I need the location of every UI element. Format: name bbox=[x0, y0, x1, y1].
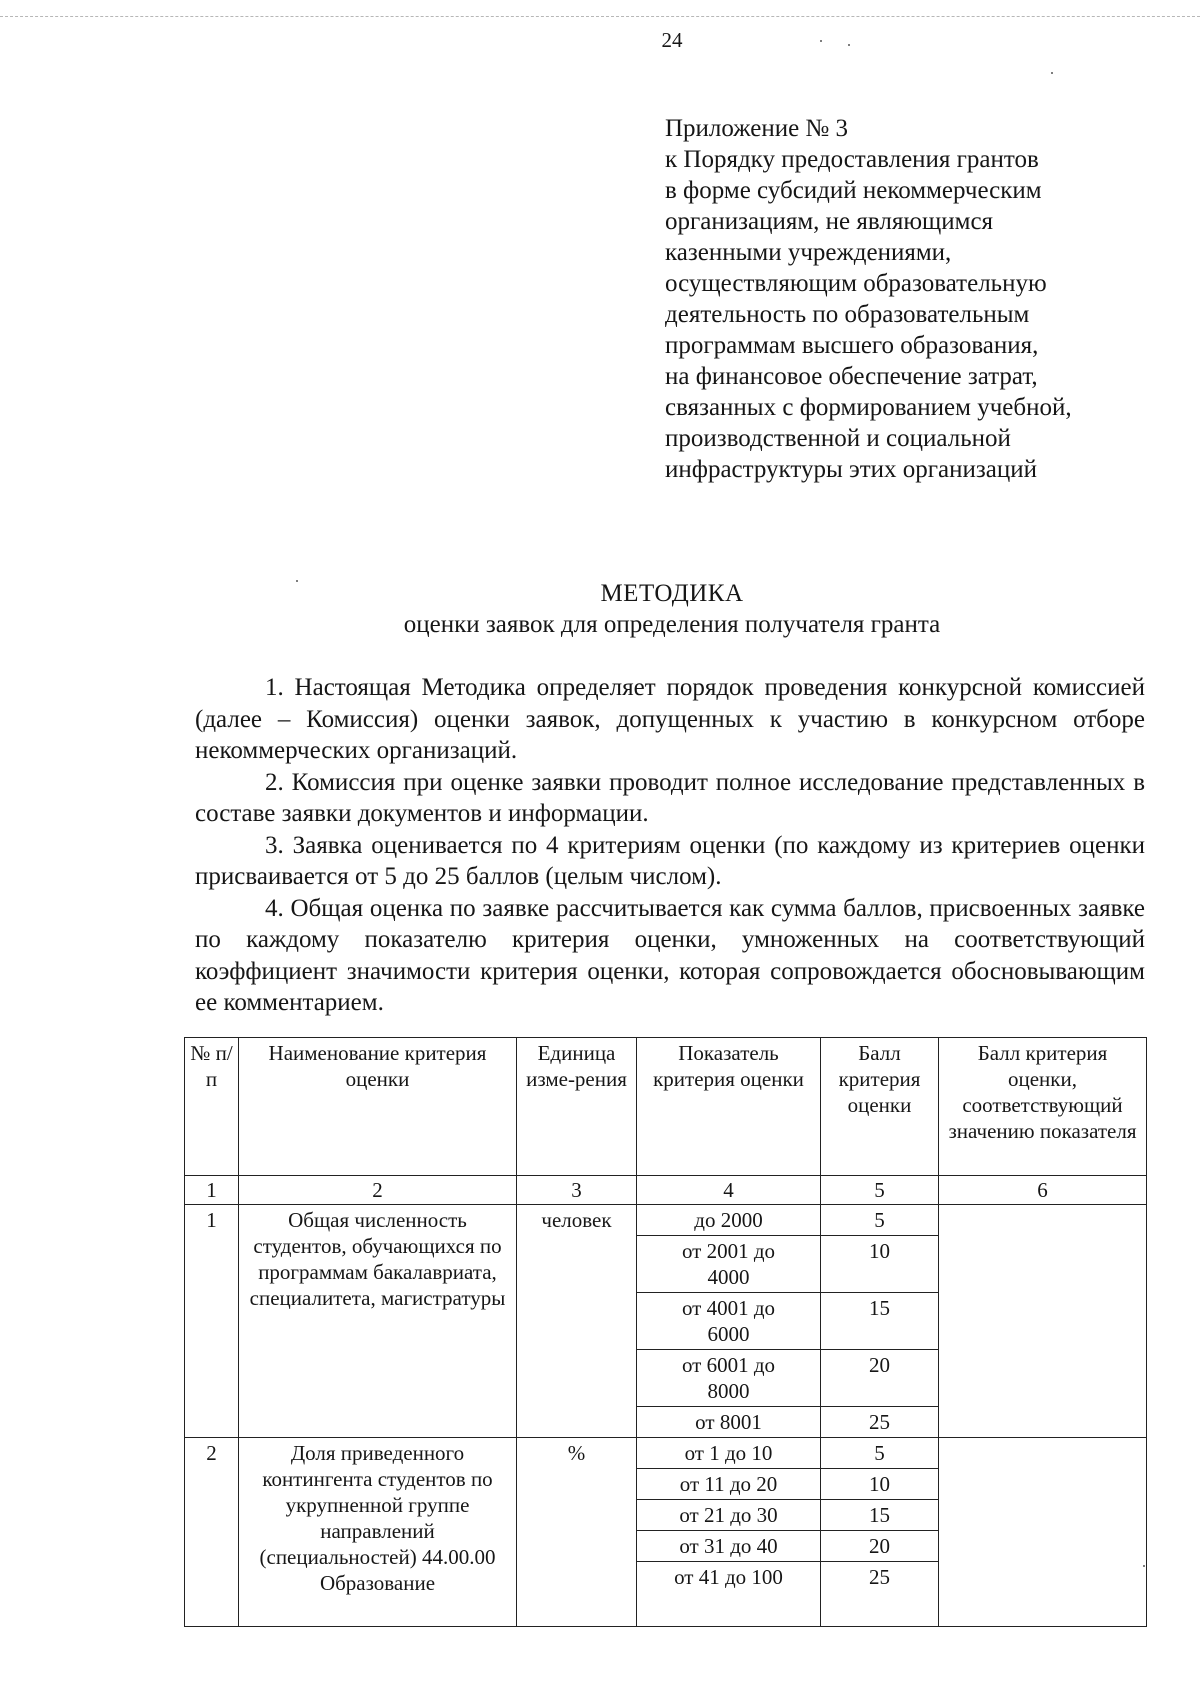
indicator-value: от 11 до 20 bbox=[637, 1469, 821, 1500]
paragraph-1: 1. Настоящая Методика определяет порядок проведения конкурсной комиссией (далее – Комиссия) оценки заявок, допущенных к участию в конкурсном отборе некоммерческих организаций. bbox=[195, 674, 1145, 764]
indicator-score: 5 bbox=[821, 1438, 939, 1469]
criterion-number: 1 bbox=[185, 1205, 239, 1438]
table-row bbox=[185, 1438, 1147, 1469]
criterion-number: 2 bbox=[185, 1438, 239, 1627]
header-cell: Показатель критерия оценки bbox=[637, 1038, 821, 1176]
appendix-line: инфраструктуры этих организаций bbox=[665, 456, 1038, 483]
column-number: 3 bbox=[517, 1176, 637, 1205]
appendix-line: осуществляющим образовательную bbox=[665, 270, 1047, 297]
appendix-line: на финансовое обеспечение затрат, bbox=[665, 363, 1038, 390]
criterion-unit: % bbox=[517, 1438, 637, 1627]
appendix-line: в форме субсидий некоммерческим bbox=[665, 177, 1042, 204]
criterion-name: Общая численность студентов, обучающихся по программам бакалавриата, специалитета, магистратуры bbox=[239, 1205, 517, 1438]
appendix-block bbox=[665, 113, 1185, 485]
criterion-score-cell bbox=[939, 1438, 1147, 1627]
column-number-row bbox=[185, 1176, 1147, 1205]
criteria-table bbox=[184, 1037, 1147, 1627]
column-number: 4 bbox=[637, 1176, 821, 1205]
column-number: 6 bbox=[939, 1176, 1147, 1205]
indicator-score: 10 bbox=[821, 1236, 939, 1293]
appendix-line: к Порядку предоставления грантов bbox=[665, 146, 1039, 173]
appendix-line: Приложение № 3 bbox=[665, 115, 849, 142]
scan-speck bbox=[1051, 72, 1053, 74]
indicator-value: от 2001 до 4000 bbox=[637, 1236, 821, 1293]
scan-edge-line bbox=[0, 16, 1200, 19]
body-text bbox=[195, 672, 1145, 1019]
appendix-line: производственной и социальной bbox=[665, 425, 1011, 452]
appendix-line: казенными учреждениями, bbox=[665, 239, 952, 266]
indicator-value: от 6001 до 8000 bbox=[637, 1350, 821, 1407]
criterion-score-cell bbox=[939, 1205, 1147, 1438]
criterion-unit: человек bbox=[517, 1205, 637, 1438]
indicator-value: до 2000 bbox=[637, 1205, 821, 1236]
indicator-score: 15 bbox=[821, 1500, 939, 1531]
indicator-value: от 1 до 10 bbox=[637, 1438, 821, 1469]
table-row bbox=[185, 1205, 1147, 1236]
header-cell: Единица изме-рения bbox=[517, 1038, 637, 1176]
indicator-score: 10 bbox=[821, 1469, 939, 1500]
header-cell: Балл критерия оценки, соответствующий значению показателя bbox=[939, 1038, 1147, 1176]
indicator-score: 15 bbox=[821, 1293, 939, 1350]
indicator-value: от 31 до 40 bbox=[637, 1531, 821, 1562]
indicator-score: 25 bbox=[821, 1407, 939, 1438]
header-cell: № п/п bbox=[185, 1038, 239, 1176]
appendix-line: программам высшего образования, bbox=[665, 332, 1039, 359]
column-number: 2 bbox=[239, 1176, 517, 1205]
appendix-line: деятельность по образовательным bbox=[665, 301, 1030, 328]
indicator-value: от 8001 bbox=[637, 1407, 821, 1438]
indicator-score: 5 bbox=[821, 1205, 939, 1236]
appendix-line: связанных с формированием учебной, bbox=[665, 394, 1072, 421]
column-number: 1 bbox=[185, 1176, 239, 1205]
indicator-score: 20 bbox=[821, 1350, 939, 1407]
paragraph-4: 4. Общая оценка по заявке рассчитывается как сумма баллов, присвоенных заявке по каждому показателю критерия оценки, умноженных на соответствующий коэффициент значимости критерия оценки, которая сопровождается обосновывающим ее комментарием. bbox=[195, 894, 1145, 1016]
document-subtitle: оценки заявок для определения получателя гранта bbox=[403, 611, 941, 638]
indicator-score: 20 bbox=[821, 1531, 939, 1562]
paragraph-3: 3. Заявка оценивается по 4 критериям оценки (по каждому из критериев оценки присваивается от 5 до 25 баллов (целым числом). bbox=[195, 831, 1145, 890]
indicator-score: 25 bbox=[821, 1562, 939, 1627]
indicator-value: от 21 до 30 bbox=[637, 1500, 821, 1531]
header-cell: Балл критерия оценки bbox=[821, 1038, 939, 1176]
header-cell: Наименование критерия оценки bbox=[239, 1038, 517, 1176]
page-number: 24 bbox=[661, 28, 683, 52]
appendix-line: организациям, не являющимся bbox=[665, 208, 994, 235]
table-header-row bbox=[185, 1038, 1147, 1176]
criterion-name: Доля приведенного контингента студентов по укрупненной группе направлений (специальностей) 44.00.00 Образование bbox=[239, 1438, 517, 1627]
indicator-value: от 4001 до 6000 bbox=[637, 1293, 821, 1350]
document-title: МЕТОДИКА bbox=[600, 580, 744, 607]
indicator-value: от 41 до 100 bbox=[637, 1562, 821, 1627]
paragraph-2: 2. Комиссия при оценке заявки проводит полное исследование представленных в составе заявки документов и информации. bbox=[195, 768, 1145, 827]
column-number: 5 bbox=[821, 1176, 939, 1205]
